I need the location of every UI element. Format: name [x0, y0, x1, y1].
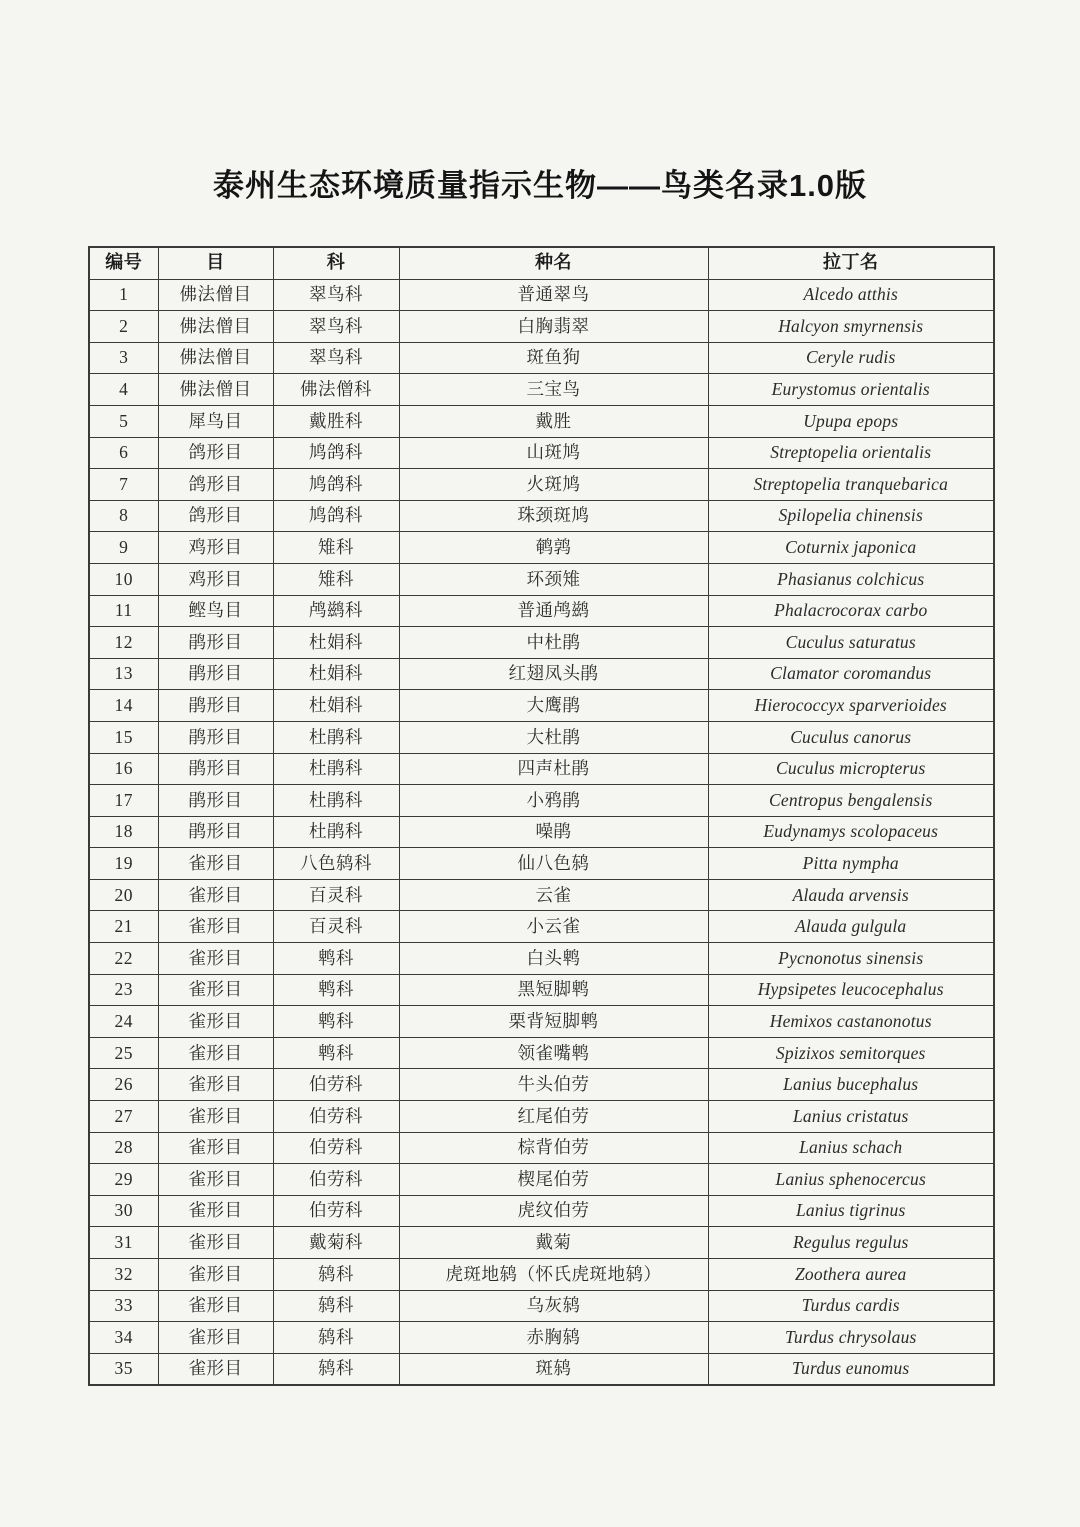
row-number-cell: 18 — [89, 816, 158, 848]
species-cell: 仙八色鸫 — [399, 848, 708, 880]
row-number-cell: 30 — [89, 1195, 158, 1227]
species-cell: 大杜鹃 — [399, 721, 708, 753]
row-number-cell: 3 — [89, 342, 158, 374]
family-cell: 杜娟科 — [273, 627, 399, 659]
latin-name-cell: Alauda arvensis — [708, 879, 994, 911]
latin-name-cell: Turdus chrysolaus — [708, 1322, 994, 1354]
row-number-cell: 35 — [89, 1353, 158, 1385]
page-title: 泰州生态环境质量指示生物——鸟类名录1.0版 — [212, 168, 868, 203]
latin-name-cell: Hierococcyx sparverioides — [708, 690, 994, 722]
species-cell: 普通鸬鹚 — [399, 595, 708, 627]
table-row — [89, 1353, 994, 1385]
family-cell: 百灵科 — [273, 911, 399, 943]
row-number-cell: 34 — [89, 1322, 158, 1354]
family-cell: 伯劳科 — [273, 1069, 399, 1101]
species-cell: 云雀 — [399, 879, 708, 911]
latin-name-cell: Streptopelia orientalis — [708, 437, 994, 469]
order-cell: 鹃形目 — [158, 753, 273, 785]
table-row — [89, 627, 994, 659]
table-row — [89, 1227, 994, 1259]
family-cell: 鹎科 — [273, 943, 399, 975]
row-number-cell: 26 — [89, 1069, 158, 1101]
family-cell: 鹎科 — [273, 1006, 399, 1038]
row-number-cell: 8 — [89, 500, 158, 532]
family-cell: 杜鹃科 — [273, 785, 399, 817]
family-cell: 翠鸟科 — [273, 342, 399, 374]
latin-name-cell: Spilopelia chinensis — [708, 500, 994, 532]
row-number-cell: 23 — [89, 974, 158, 1006]
latin-name-cell: Lanius tigrinus — [708, 1195, 994, 1227]
family-cell: 戴菊科 — [273, 1227, 399, 1259]
table-row — [89, 1101, 994, 1133]
order-cell: 雀形目 — [158, 1069, 273, 1101]
row-number-cell: 11 — [89, 595, 158, 627]
species-cell: 栗背短脚鹎 — [399, 1006, 708, 1038]
row-number-cell: 24 — [89, 1006, 158, 1038]
row-number-cell: 29 — [89, 1164, 158, 1196]
species-cell: 虎斑地鸫（怀氏虎斑地鸫） — [399, 1259, 708, 1291]
family-cell: 伯劳科 — [273, 1195, 399, 1227]
latin-name-cell: Lanius bucephalus — [708, 1069, 994, 1101]
row-number-cell: 17 — [89, 785, 158, 817]
species-cell: 牛头伯劳 — [399, 1069, 708, 1101]
row-number-cell: 14 — [89, 690, 158, 722]
species-cell: 中杜鹃 — [399, 627, 708, 659]
order-cell: 雀形目 — [158, 1195, 273, 1227]
species-cell: 白头鹎 — [399, 943, 708, 975]
row-number-cell: 21 — [89, 911, 158, 943]
species-cell: 红尾伯劳 — [399, 1101, 708, 1133]
species-cell: 小云雀 — [399, 911, 708, 943]
family-cell: 鹎科 — [273, 1037, 399, 1069]
table-row — [89, 532, 994, 564]
order-cell: 雀形目 — [158, 1290, 273, 1322]
order-cell: 雀形目 — [158, 974, 273, 1006]
header-row — [89, 247, 994, 279]
family-cell: 鸫科 — [273, 1353, 399, 1385]
species-cell: 斑鸫 — [399, 1353, 708, 1385]
order-cell: 鹃形目 — [158, 690, 273, 722]
latin-name-cell: Alauda gulgula — [708, 911, 994, 943]
species-cell: 白胸翡翠 — [399, 311, 708, 343]
species-cell: 三宝鸟 — [399, 374, 708, 406]
order-cell: 雀形目 — [158, 1101, 273, 1133]
latin-name-cell: Cuculus micropterus — [708, 753, 994, 785]
latin-name-cell: Cuculus saturatus — [708, 627, 994, 659]
order-cell: 雀形目 — [158, 1227, 273, 1259]
species-cell: 鹌鹑 — [399, 532, 708, 564]
table-row — [89, 342, 994, 374]
order-cell: 雀形目 — [158, 1259, 273, 1291]
order-cell: 鲣鸟目 — [158, 595, 273, 627]
order-cell: 鹃形目 — [158, 658, 273, 690]
order-cell: 雀形目 — [158, 1132, 273, 1164]
row-number-cell: 33 — [89, 1290, 158, 1322]
latin-name-cell: Eurystomus orientalis — [708, 374, 994, 406]
species-cell: 小鸦鹃 — [399, 785, 708, 817]
latin-name-cell: Ceryle rudis — [708, 342, 994, 374]
table-row — [89, 311, 994, 343]
family-cell: 戴胜科 — [273, 405, 399, 437]
table-row — [89, 500, 994, 532]
family-cell: 百灵科 — [273, 879, 399, 911]
table-row — [89, 469, 994, 501]
table-row — [89, 1132, 994, 1164]
latin-name-cell: Lanius sphenocercus — [708, 1164, 994, 1196]
latin-name-cell: Turdus eunomus — [708, 1353, 994, 1385]
species-cell: 戴菊 — [399, 1227, 708, 1259]
family-cell: 鸫科 — [273, 1259, 399, 1291]
order-cell: 佛法僧目 — [158, 374, 273, 406]
order-cell: 雀形目 — [158, 911, 273, 943]
order-cell: 鹃形目 — [158, 816, 273, 848]
latin-name-cell: Streptopelia tranquebarica — [708, 469, 994, 501]
latin-name-cell: Phasianus colchicus — [708, 563, 994, 595]
latin-name-cell: Clamator coromandus — [708, 658, 994, 690]
row-number-cell: 20 — [89, 879, 158, 911]
family-cell: 伯劳科 — [273, 1132, 399, 1164]
row-number-cell: 32 — [89, 1259, 158, 1291]
family-cell: 杜鹃科 — [273, 721, 399, 753]
row-number-cell: 16 — [89, 753, 158, 785]
row-number-cell: 25 — [89, 1037, 158, 1069]
latin-name-cell: Upupa epops — [708, 405, 994, 437]
species-cell: 黑短脚鹎 — [399, 974, 708, 1006]
family-cell: 伯劳科 — [273, 1164, 399, 1196]
header-latin: 拉丁名 — [708, 247, 994, 279]
table-row — [89, 1037, 994, 1069]
row-number-cell: 31 — [89, 1227, 158, 1259]
latin-name-cell: Spizixos semitorques — [708, 1037, 994, 1069]
latin-name-cell: Regulus regulus — [708, 1227, 994, 1259]
species-cell: 斑鱼狗 — [399, 342, 708, 374]
order-cell: 鹃形目 — [158, 627, 273, 659]
table-row — [89, 405, 994, 437]
family-cell: 翠鸟科 — [273, 279, 399, 311]
latin-name-cell: Hemixos castanonotus — [708, 1006, 994, 1038]
row-number-cell: 27 — [89, 1101, 158, 1133]
row-number-cell: 19 — [89, 848, 158, 880]
order-cell: 鹃形目 — [158, 721, 273, 753]
family-cell: 鸫科 — [273, 1290, 399, 1322]
table-row — [89, 848, 994, 880]
order-cell: 鸽形目 — [158, 437, 273, 469]
species-cell: 四声杜鹃 — [399, 753, 708, 785]
row-number-cell: 2 — [89, 311, 158, 343]
latin-name-cell: Centropus bengalensis — [708, 785, 994, 817]
table-header — [89, 247, 994, 279]
family-cell: 鹎科 — [273, 974, 399, 1006]
order-cell: 雀形目 — [158, 1037, 273, 1069]
order-cell: 雀形目 — [158, 848, 273, 880]
table-row — [89, 1164, 994, 1196]
table-body — [89, 279, 994, 1385]
table-row — [89, 1259, 994, 1291]
species-cell: 戴胜 — [399, 405, 708, 437]
order-cell: 鹃形目 — [158, 785, 273, 817]
species-cell: 楔尾伯劳 — [399, 1164, 708, 1196]
latin-name-cell: Alcedo atthis — [708, 279, 994, 311]
table-row — [89, 753, 994, 785]
species-cell: 环颈雉 — [399, 563, 708, 595]
header-number: 编号 — [89, 247, 158, 279]
family-cell: 杜鹃科 — [273, 753, 399, 785]
species-cell: 虎纹伯劳 — [399, 1195, 708, 1227]
table-row — [89, 785, 994, 817]
table-row — [89, 1069, 994, 1101]
table-row — [89, 974, 994, 1006]
table-row — [89, 690, 994, 722]
table-row — [89, 1195, 994, 1227]
order-cell: 雀形目 — [158, 943, 273, 975]
table-row — [89, 1322, 994, 1354]
order-cell: 佛法僧目 — [158, 342, 273, 374]
latin-name-cell: Eudynamys scolopaceus — [708, 816, 994, 848]
family-cell: 鸠鸽科 — [273, 437, 399, 469]
species-cell: 火斑鸠 — [399, 469, 708, 501]
row-number-cell: 7 — [89, 469, 158, 501]
row-number-cell: 6 — [89, 437, 158, 469]
order-cell: 雀形目 — [158, 879, 273, 911]
row-number-cell: 22 — [89, 943, 158, 975]
table-row — [89, 374, 994, 406]
order-cell: 鸡形目 — [158, 532, 273, 564]
species-cell: 赤胸鸫 — [399, 1322, 708, 1354]
family-cell: 鸫科 — [273, 1322, 399, 1354]
species-cell: 领雀嘴鹎 — [399, 1037, 708, 1069]
family-cell: 雉科 — [273, 563, 399, 595]
table-row — [89, 721, 994, 753]
species-cell: 棕背伯劳 — [399, 1132, 708, 1164]
latin-name-cell: Turdus cardis — [708, 1290, 994, 1322]
table-row — [89, 279, 994, 311]
order-cell: 鸽形目 — [158, 469, 273, 501]
latin-name-cell: Lanius cristatus — [708, 1101, 994, 1133]
latin-name-cell: Zoothera aurea — [708, 1259, 994, 1291]
latin-name-cell: Coturnix japonica — [708, 532, 994, 564]
latin-name-cell: Cuculus canorus — [708, 721, 994, 753]
order-cell: 雀形目 — [158, 1322, 273, 1354]
family-cell: 杜娟科 — [273, 658, 399, 690]
order-cell: 雀形目 — [158, 1353, 273, 1385]
row-number-cell: 12 — [89, 627, 158, 659]
latin-name-cell: Lanius schach — [708, 1132, 994, 1164]
row-number-cell: 10 — [89, 563, 158, 595]
order-cell: 犀鸟目 — [158, 405, 273, 437]
row-number-cell: 5 — [89, 405, 158, 437]
row-number-cell: 13 — [89, 658, 158, 690]
family-cell: 佛法僧科 — [273, 374, 399, 406]
row-number-cell: 15 — [89, 721, 158, 753]
species-cell: 乌灰鸫 — [399, 1290, 708, 1322]
table-row — [89, 879, 994, 911]
latin-name-cell: Pitta nympha — [708, 848, 994, 880]
species-cell: 红翅凤头鹃 — [399, 658, 708, 690]
order-cell: 佛法僧目 — [158, 279, 273, 311]
order-cell: 佛法僧目 — [158, 311, 273, 343]
family-cell: 杜娟科 — [273, 690, 399, 722]
species-cell: 噪鹃 — [399, 816, 708, 848]
header-species: 种名 — [399, 247, 708, 279]
species-cell: 大鹰鹃 — [399, 690, 708, 722]
table-row — [89, 943, 994, 975]
latin-name-cell: Hypsipetes leucocephalus — [708, 974, 994, 1006]
family-cell: 鸠鸽科 — [273, 500, 399, 532]
family-cell: 杜鹃科 — [273, 816, 399, 848]
table-row — [89, 563, 994, 595]
table-row — [89, 911, 994, 943]
bird-species-table — [88, 246, 995, 1386]
family-cell: 鸬鹚科 — [273, 595, 399, 627]
family-cell: 八色鸫科 — [273, 848, 399, 880]
latin-name-cell: Halcyon smyrnensis — [708, 311, 994, 343]
species-cell: 珠颈斑鸠 — [399, 500, 708, 532]
latin-name-cell: Pycnonotus sinensis — [708, 943, 994, 975]
table-row — [89, 437, 994, 469]
row-number-cell: 4 — [89, 374, 158, 406]
order-cell: 鸡形目 — [158, 563, 273, 595]
family-cell: 雉科 — [273, 532, 399, 564]
row-number-cell: 9 — [89, 532, 158, 564]
table-row — [89, 1006, 994, 1038]
order-cell: 雀形目 — [158, 1164, 273, 1196]
header-family: 科 — [273, 247, 399, 279]
table-row — [89, 658, 994, 690]
table-row — [89, 595, 994, 627]
row-number-cell: 1 — [89, 279, 158, 311]
table-row — [89, 1290, 994, 1322]
family-cell: 翠鸟科 — [273, 311, 399, 343]
species-cell: 山斑鸠 — [399, 437, 708, 469]
family-cell: 鸠鸽科 — [273, 469, 399, 501]
family-cell: 伯劳科 — [273, 1101, 399, 1133]
header-order: 目 — [158, 247, 273, 279]
row-number-cell: 28 — [89, 1132, 158, 1164]
species-cell: 普通翠鸟 — [399, 279, 708, 311]
order-cell: 雀形目 — [158, 1006, 273, 1038]
table-row — [89, 816, 994, 848]
order-cell: 鸽形目 — [158, 500, 273, 532]
latin-name-cell: Phalacrocorax carbo — [708, 595, 994, 627]
